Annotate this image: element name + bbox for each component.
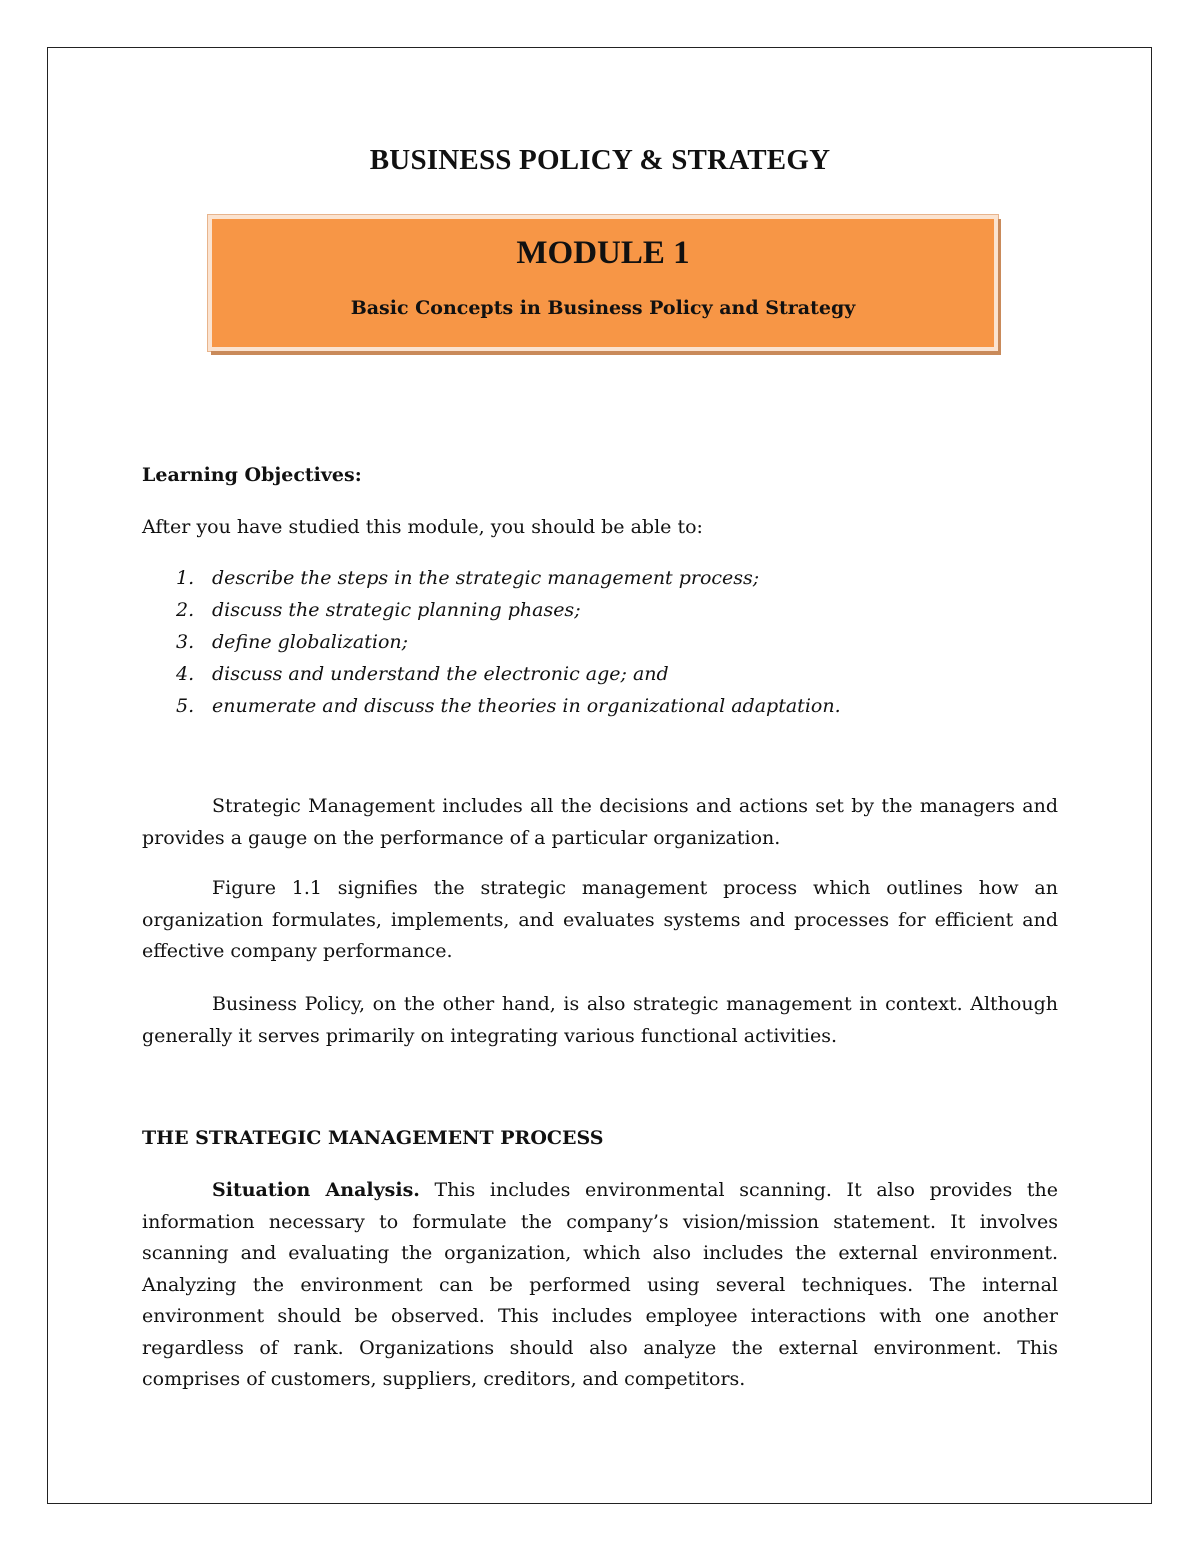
objective-number: 2. — [176, 599, 195, 621]
objective-number: 4. — [176, 663, 195, 685]
objective-item — [142, 658, 1058, 690]
objective-number: 5. — [176, 695, 195, 717]
objective-number: 1. — [176, 567, 195, 589]
situation-analysis-body: This includes environmental scanning. It also provides the information necessary to formulate the company’s vision/mission statement. It involves scanning and evaluating the organization, which also includes the external environment. Analyzing the environment can be performed using several techniques. The internal environment should be observed. This includes employee interactions with one another regardless of rank. Organizations should also analyze the external environment. This comprises of customers, suppliers, creditors, and competitors. — [142, 1179, 1058, 1390]
objective-text: define globalization; — [212, 631, 409, 653]
learning-objectives-heading: Learning Objectives: — [142, 464, 362, 486]
section-heading: THE STRATEGIC MANAGEMENT PROCESS — [142, 1127, 604, 1149]
module-banner — [208, 215, 998, 351]
objective-item — [142, 594, 1058, 626]
objective-text: describe the steps in the strategic management process; — [212, 567, 760, 589]
objective-item — [142, 690, 1058, 722]
objective-number: 3. — [176, 631, 195, 653]
paragraph-strategic-management: Strategic Management includes all the decisions and actions set by the managers and provides a gauge on the performance of a particular organization. — [142, 795, 1058, 849]
objective-text: discuss the strategic planning phases; — [212, 599, 581, 621]
objective-item — [142, 626, 1058, 658]
paragraph-business-policy: Business Policy, on the other hand, is also strategic management in context. Although generally it serves primarily on integrating various functional activities. — [142, 993, 1058, 1047]
learning-objectives-list — [142, 562, 1058, 722]
document-title: BUSINESS POLICY & STRATEGY — [369, 144, 831, 176]
module-title: MODULE 1 — [516, 235, 690, 271]
objective-text: enumerate and discuss the theories in organizational adaptation. — [212, 695, 841, 717]
paragraph-situation-analysis — [142, 1175, 1058, 1396]
learning-objectives-intro: After you have studied this module, you should be able to: — [142, 516, 703, 538]
module-subtitle: Basic Concepts in Business Policy and Strategy — [350, 297, 856, 319]
situation-analysis-term: Situation Analysis. — [212, 1179, 420, 1201]
paragraph-figure-reference: Figure 1.1 signifies the strategic management process which outlines how an organization formulates, implements, and evaluates systems and processes for efficient and effective company performance. — [142, 877, 1058, 962]
objective-text: discuss and understand the electronic age; and — [212, 663, 669, 685]
objective-item — [142, 562, 1058, 594]
